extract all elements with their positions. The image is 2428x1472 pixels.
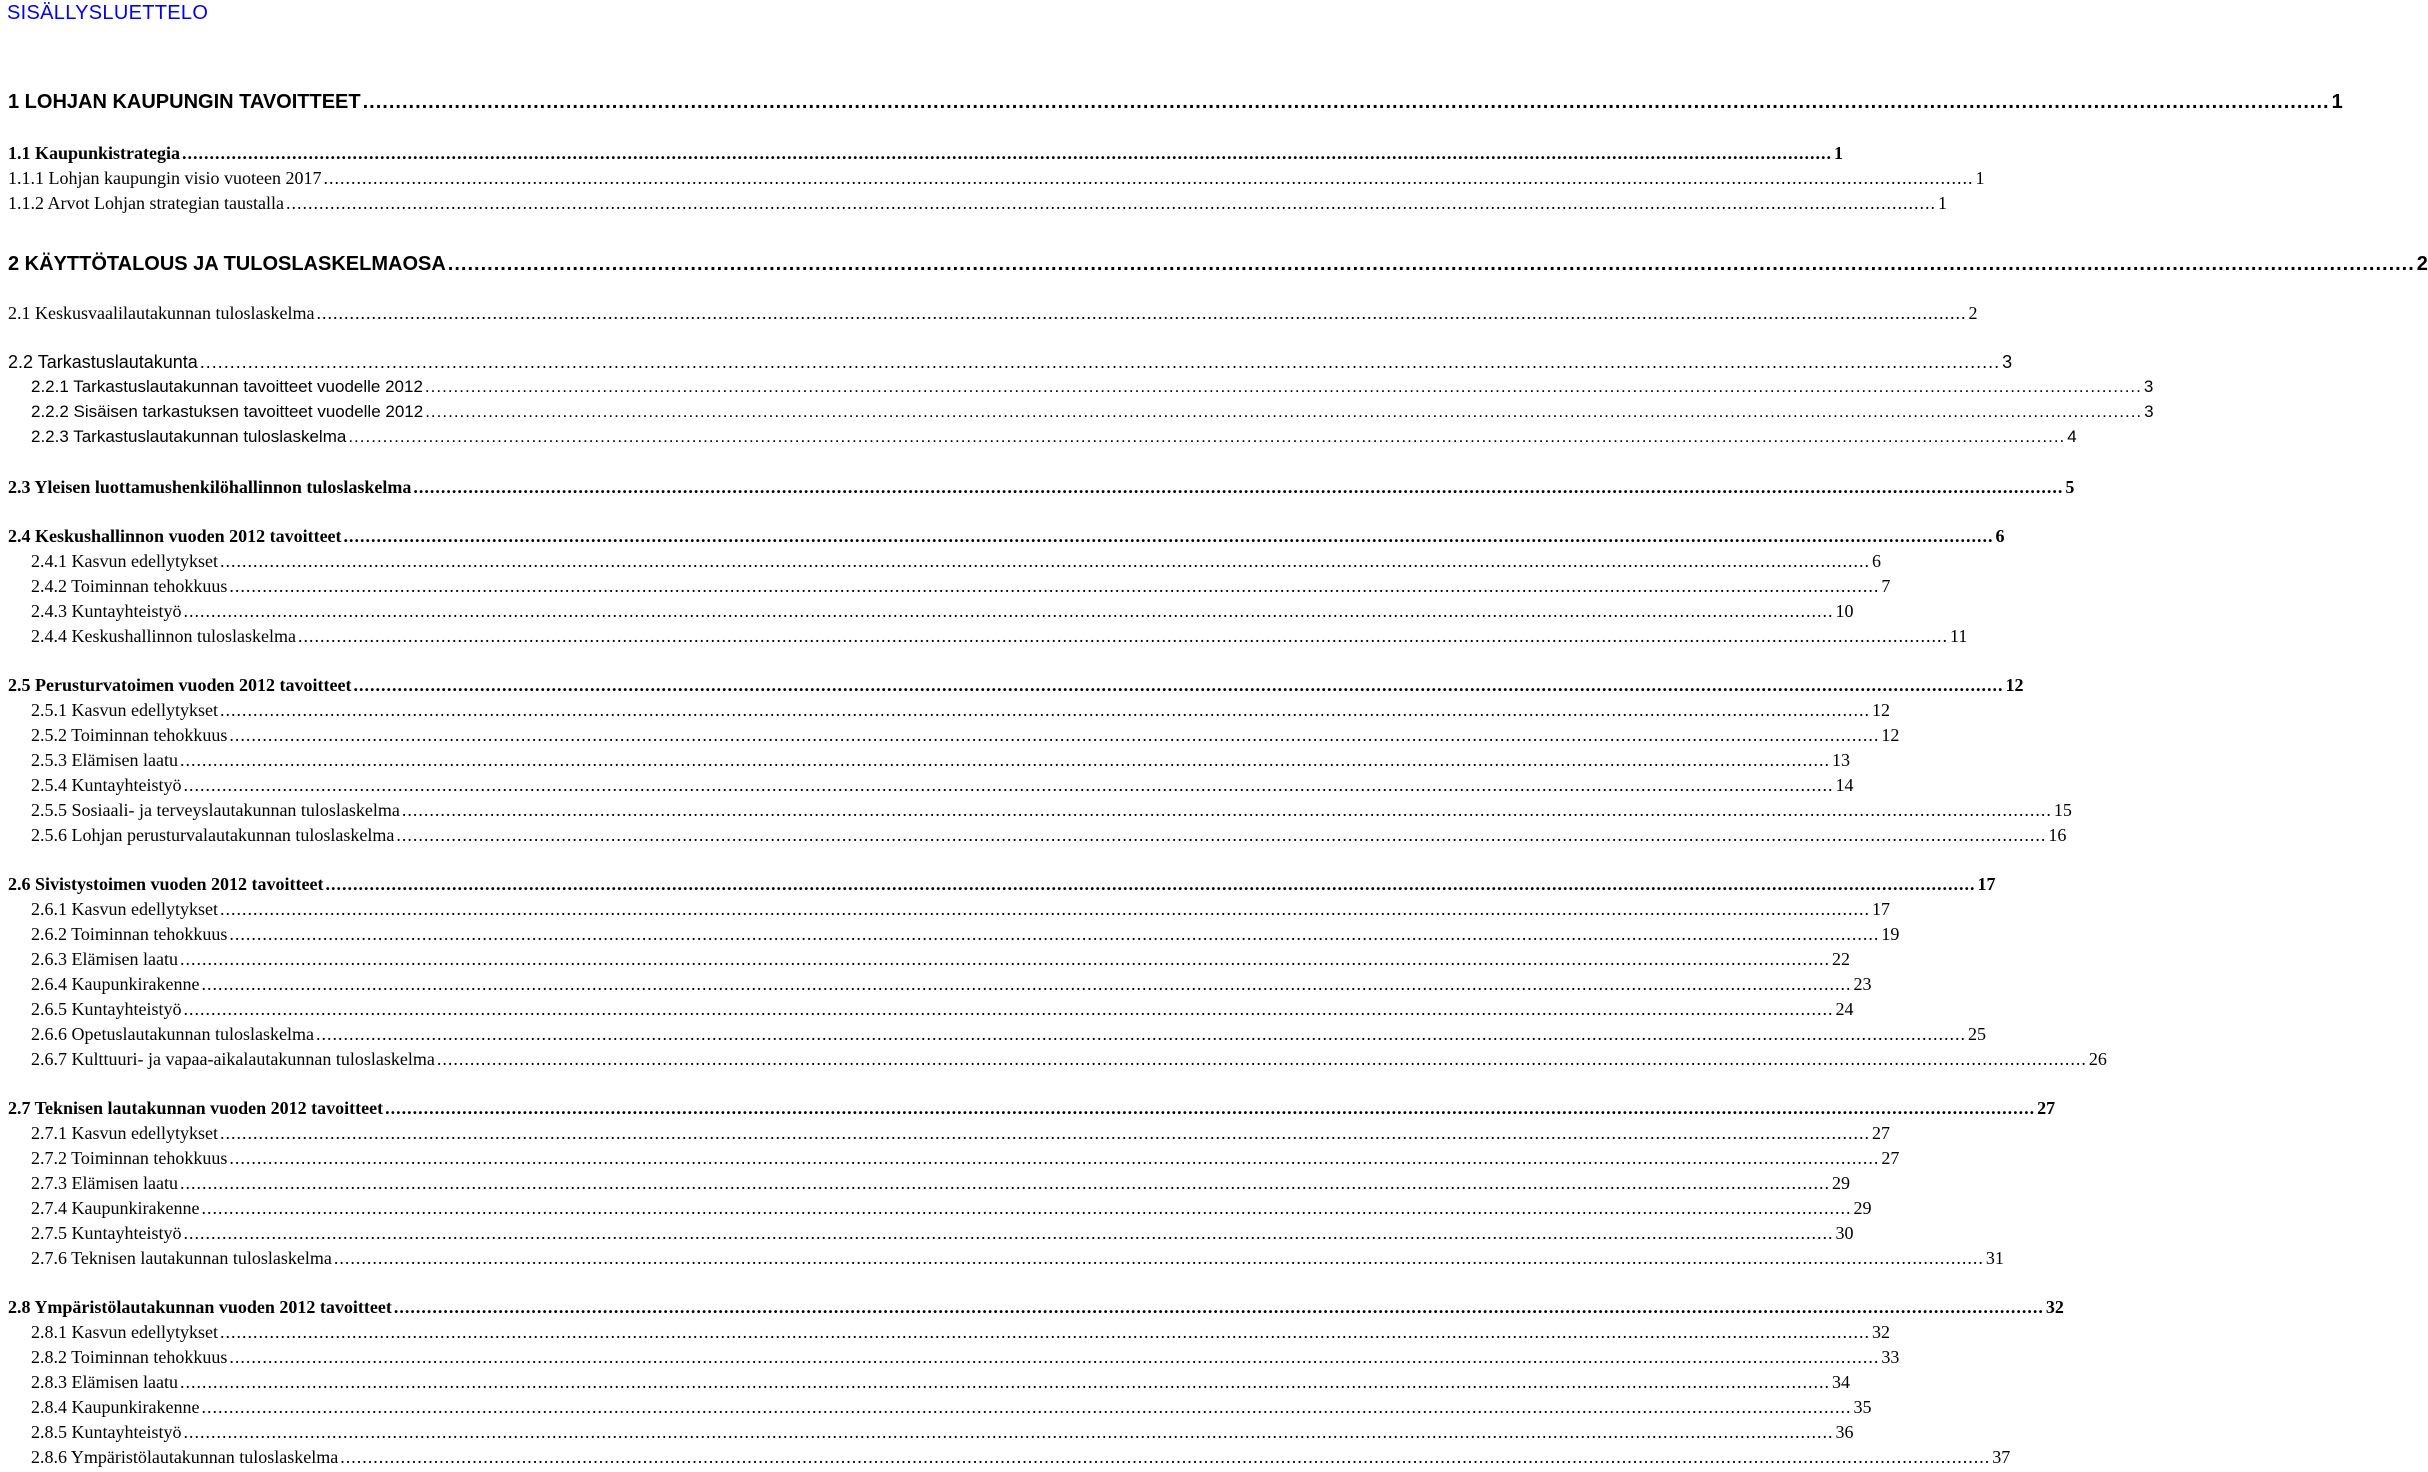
toc-entry-leader: ............................................................................................................................................................................................................................................................................................................	[183, 1223, 1834, 1243]
toc-entry-title: 2.8.2 Toiminnan tehokkuus	[31, 1347, 228, 1367]
toc-entry-leader: ............................................................................................................................................................................................................................................................................................................	[183, 775, 1834, 795]
toc-entry-leader: ............................................................................................................................................................................................................................................................................................................	[182, 143, 1833, 163]
toc-entry-leader: ............................................................................................................................................................................................................................................................................................................	[219, 1322, 1870, 1342]
toc-entry-leader: ............................................................................................................................................................................................................................................................................................................	[219, 551, 1870, 571]
toc-entry-title: 2.2.2 Sisäisen tarkastuksen tavoitteet vuodelle 2012	[31, 402, 424, 421]
toc-entry-page: 1	[2331, 91, 2343, 113]
toc-entry-leader: ............................................................................................................................................................................................................................................................................................................	[183, 601, 1834, 621]
toc-entry[interactable]	[31, 1447, 2011, 1468]
toc-entry-title: 2.5.5 Sosiaali- ja terveyslautakunnan tuloslaskelma	[31, 800, 400, 820]
toc-entry[interactable]	[31, 1223, 1854, 1244]
toc-entry-leader: ............................................................................................................................................................................................................................................................................................................	[219, 1123, 1870, 1143]
toc-entry-title: 2.5 Perusturvatoimen vuoden 2012 tavoitteet	[8, 675, 352, 695]
toc-entry-title: 1.1.1 Lohjan kaupungin visio vuoteen 2017	[8, 168, 322, 188]
toc-entry[interactable]	[31, 1322, 1890, 1343]
toc-entry-leader: ............................................................................................................................................................................................................................................................................................................	[201, 1397, 1852, 1417]
toc-entry-leader: ............................................................................................................................................................................................................................................................................................................	[353, 675, 2004, 695]
toc-entry[interactable]	[31, 576, 1891, 597]
toc-entry[interactable]	[31, 999, 1854, 1020]
toc-entry[interactable]	[8, 477, 2075, 498]
toc-entry-leader: ............................................................................................................................................................................................................................................................................................................	[343, 526, 1994, 546]
toc-entry-title: 2.8 Ympäristölautakunnan vuoden 2012 tavoitteet	[8, 1297, 392, 1317]
toc-entry-page: 27	[2037, 1098, 2056, 1118]
toc-entry[interactable]	[8, 193, 1947, 214]
toc-entry[interactable]	[31, 700, 1890, 721]
toc-entry[interactable]	[31, 601, 1854, 622]
toc-entry-page: 16	[2048, 825, 2067, 845]
toc-entry-page: 12	[2005, 675, 2024, 695]
toc-entry-page: 2	[2416, 253, 2428, 275]
toc-entry-page: 14	[1835, 775, 1854, 795]
toc-entry-title: 2.6.4 Kaupunkirakenne	[31, 974, 200, 994]
toc-entry[interactable]	[31, 626, 1968, 647]
toc-entry-leader: ............................................................................................................................................................................................................................................................................................................	[348, 427, 2066, 446]
toc-entry-title: 2.5.2 Toiminnan tehokkuus	[31, 725, 228, 745]
toc-entry-title: 2.8.1 Kasvun edellytykset	[31, 1322, 218, 1342]
toc-entry-title: 2.6.5 Kuntayhteistyö	[31, 999, 182, 1019]
toc-entry[interactable]	[8, 143, 1844, 164]
toc-entry-page: 29	[1853, 1198, 1872, 1218]
toc-entry-page: 33	[1881, 1347, 1900, 1367]
toc-entry-title: 1.1 Kaupunkistrategia	[8, 143, 181, 163]
toc-entry-leader: ............................................................................................................................................................................................................................................................................................................	[315, 1024, 1966, 1044]
toc-entry-leader: ............................................................................................................................................................................................................................................................................................................	[229, 1347, 1880, 1367]
toc-entry-page: 30	[1835, 1223, 1854, 1243]
toc-entry-title: 2.5.6 Lohjan perusturvalautakunnan tuloslaskelma	[31, 825, 395, 845]
toc-entry-page: 3	[2143, 377, 2154, 396]
toc-entry-leader: ............................................................................................................................................................................................................................................................................................................	[179, 949, 1830, 969]
toc-entry-leader: ............................................................................................................................................................................................................................................................................................................	[396, 825, 2047, 845]
toc-entry[interactable]	[31, 1248, 2004, 1269]
toc-entry-page: 3	[2002, 352, 2013, 372]
toc-entry[interactable]	[8, 168, 1985, 189]
toc-entry-title: 2.2 Tarkastuslautakunta	[8, 352, 198, 372]
toc-entry[interactable]	[31, 551, 1881, 572]
toc-entry-title: 2.8.5 Kuntayhteistyö	[31, 1422, 182, 1442]
toc-entry[interactable]	[31, 775, 1854, 796]
toc-entry-page: 36	[1835, 1422, 1854, 1442]
toc-entry-page: 32	[2045, 1297, 2064, 1317]
toc-entry-title: 2.6.1 Kasvun edellytykset	[31, 899, 218, 919]
toc-entry-title: 2.6.6 Opetuslautakunnan tuloslaskelma	[31, 1024, 314, 1044]
toc-entry-title: 2.2.3 Tarkastuslautakunnan tuloslaskelma	[31, 427, 347, 446]
toc-entry-title: 2.1 Keskusvaalilautakunnan tuloslaskelma	[8, 303, 315, 323]
toc-entry-page: 17	[1977, 874, 1996, 894]
toc-entry-page: 12	[1871, 700, 1890, 720]
toc-entry[interactable]	[31, 1422, 1854, 1443]
toc-entry-leader: ............................................................................................................................................................................................................................................................................................................	[179, 750, 1830, 770]
toc-entry[interactable]	[31, 1372, 1850, 1393]
toc-entry-title: 2.6 Sivistystoimen vuoden 2012 tavoitteet	[8, 874, 324, 894]
toc-entry-page: 13	[1831, 750, 1850, 770]
toc-entry[interactable]	[31, 1347, 1900, 1368]
toc-entry-title: 2.6.3 Elämisen laatu	[31, 949, 178, 969]
toc-entry[interactable]	[31, 750, 1850, 771]
toc-entry[interactable]	[31, 1049, 2107, 1070]
toc-entry-leader: ............................................................................................................................................................................................................................................................................................................	[297, 626, 1948, 646]
toc-entry[interactable]	[31, 377, 2154, 397]
toc-entry-page: 6	[1995, 526, 2005, 546]
toc-entry-leader: ............................................................................................................................................................................................................................................................................................................	[385, 1098, 2036, 1118]
toc-entry-leader: ............................................................................................................................................................................................................................................................................................................	[201, 1198, 1852, 1218]
toc-entry-title: 2.7.6 Teknisen lautakunnan tuloslaskelma	[31, 1248, 332, 1268]
toc-entry[interactable]	[8, 1297, 2064, 1318]
toc-entry-leader: ............................................................................................................................................................................................................................................................................................................	[199, 352, 2001, 372]
toc-entry-leader: ............................................................................................................................................................................................................................................................................................................	[179, 1372, 1830, 1392]
toc-entry[interactable]	[31, 1198, 1872, 1219]
toc-entry-leader: ............................................................................................................................................................................................................................................................................................................	[447, 253, 2415, 275]
toc-entry-leader: ............................................................................................................................................................................................................................................................................................................	[229, 924, 1880, 944]
toc-entry-leader: ............................................................................................................................................................................................................................................................................................................	[285, 193, 1936, 213]
toc-entry-leader: ............................................................................................................................................................................................................................................................................................................	[179, 1173, 1830, 1193]
toc-entry-leader: ............................................................................................................................................................................................................................................................................................................	[413, 477, 2064, 497]
toc-entry[interactable]	[31, 974, 1872, 995]
toc-entry-title: 2.8.4 Kaupunkirakenne	[31, 1397, 200, 1417]
toc-entry-page: 10	[1835, 601, 1854, 621]
toc-entry-title: 2.7.4 Kaupunkirakenne	[31, 1198, 200, 1218]
toc-entry[interactable]	[8, 526, 2005, 547]
toc-entry-leader: ............................................................................................................................................................................................................................................................................................................	[219, 700, 1870, 720]
toc-entry-leader: ............................................................................................................................................................................................................................................................................................................	[362, 91, 2330, 113]
toc-entry-page: 15	[2053, 800, 2072, 820]
toc-entry[interactable]	[31, 899, 1890, 920]
toc-entry[interactable]	[31, 725, 1900, 746]
toc-entry-leader: ............................................................................................................................................................................................................................................................................................................	[325, 874, 1976, 894]
toc-entry-page: 34	[1831, 1372, 1850, 1392]
toc-heading: SISÄLLYSLUETTELO	[7, 2, 209, 24]
toc-entry-leader: ............................................................................................................................................................................................................................................................................................................	[229, 576, 1880, 596]
toc-entry-title: 2.4.4 Keskushallinnon tuloslaskelma	[31, 626, 296, 646]
toc-entry[interactable]	[31, 402, 2154, 422]
toc-entry-page: 1	[1834, 143, 1844, 163]
toc-entry-leader: ............................................................................................................................................................................................................................................................................................................	[333, 1248, 1984, 1268]
toc-entry-page: 31	[1985, 1248, 2004, 1268]
toc-entry-title: 2.5.1 Kasvun edellytykset	[31, 700, 218, 720]
toc-entry-page: 29	[1831, 1173, 1850, 1193]
toc-entry[interactable]	[8, 91, 2343, 114]
toc-entry-leader: ............................................................................................................................................................................................................................................................................................................	[393, 1297, 2044, 1317]
toc-entry-page: 7	[1881, 576, 1891, 596]
toc-entry-title: 2.7.3 Elämisen laatu	[31, 1173, 178, 1193]
toc-entry-page: 6	[1871, 551, 1881, 571]
toc-entry-page: 12	[1881, 725, 1900, 745]
toc-entry-leader: ............................................................................................................................................................................................................................................................................................................	[219, 899, 1870, 919]
toc-entry-title: 2.4 Keskushallinnon vuoden 2012 tavoitteet	[8, 526, 342, 546]
toc-entry-title: 2.8.3 Elämisen laatu	[31, 1372, 178, 1392]
toc-entry-page: 22	[1831, 949, 1850, 969]
toc-entry-page: 25	[1967, 1024, 1986, 1044]
toc-entry-title: 2 KÄYTTÖTALOUS JA TULOSLASKELMAOSA	[8, 253, 446, 275]
toc-entry-page: 5	[2065, 477, 2075, 497]
toc-entry-title: 2.7.1 Kasvun edellytykset	[31, 1123, 218, 1143]
toc-entry-page: 35	[1853, 1397, 1872, 1417]
toc-entry-page: 17	[1871, 899, 1890, 919]
toc-entry-title: 2.5.4 Kuntayhteistyö	[31, 775, 182, 795]
toc-entry-page: 27	[1881, 1148, 1900, 1168]
toc-entry-leader: ............................................................................................................................................................................................................................................................................................................	[201, 974, 1852, 994]
toc-entry[interactable]	[31, 800, 2072, 821]
toc-entry[interactable]	[8, 303, 1978, 324]
toc-entry[interactable]	[8, 1098, 2056, 1119]
toc-entry[interactable]	[31, 825, 2067, 846]
toc-entry-title: 2.4.3 Kuntayhteistyö	[31, 601, 182, 621]
toc-entry[interactable]	[31, 1173, 1850, 1194]
toc-entry-leader: ............................................................................................................................................................................................................................................................................................................	[229, 725, 1880, 745]
toc-entry-title: 2.4.1 Kasvun edellytykset	[31, 551, 218, 571]
toc-entry[interactable]	[31, 1397, 1872, 1418]
toc-entry-page: 2	[1968, 303, 1978, 323]
toc-entry[interactable]	[8, 675, 2024, 696]
toc-entry-leader: ............................................................................................................................................................................................................................................................................................................	[401, 800, 2052, 820]
toc-entry[interactable]	[31, 427, 2077, 447]
toc-entry-page: 24	[1835, 999, 1854, 1019]
toc-entry-page: 19	[1881, 924, 1900, 944]
toc-entry-title: 2.2.1 Tarkastuslautakunnan tavoitteet vuodelle 2012	[31, 377, 423, 396]
toc-entry-leader: ............................................................................................................................................................................................................................................................................................................	[316, 303, 1967, 323]
toc-entry-leader: ............................................................................................................................................................................................................................................................................................................	[340, 1447, 1991, 1467]
toc-entry-title: 2.7 Teknisen lautakunnan vuoden 2012 tavoitteet	[8, 1098, 384, 1118]
toc-entry-title: 2.8.6 Ympäristölautakunnan tuloslaskelma	[31, 1447, 339, 1467]
toc-entry-page: 27	[1871, 1123, 1890, 1143]
toc-entry-leader: ............................................................................................................................................................................................................................................................................................................	[183, 999, 1834, 1019]
toc-entry-page: 3	[2144, 402, 2154, 421]
toc-entry-page: 32	[1871, 1322, 1890, 1342]
toc-entry-title: 1 LOHJAN KAUPUNGIN TAVOITTEET	[8, 91, 361, 113]
toc-entry-leader: ............................................................................................................................................................................................................................................................................................................	[183, 1422, 1834, 1442]
toc-entry-leader: ............................................................................................................................................................................................................................................................................................................	[425, 402, 2143, 421]
toc-entry[interactable]	[31, 1148, 1900, 1169]
toc-entry[interactable]	[8, 874, 1996, 895]
toc-entry-title: 2.5.3 Elämisen laatu	[31, 750, 178, 770]
toc-entry-leader: ............................................................................................................................................................................................................................................................................................................	[424, 377, 2142, 396]
toc-entry[interactable]	[31, 1123, 1890, 1144]
toc-entry-title: 2.3 Yleisen luottamushenkilöhallinnon tuloslaskelma	[8, 477, 412, 497]
toc-entry-title: 2.7.5 Kuntayhteistyö	[31, 1223, 182, 1243]
toc-entry-leader: ............................................................................................................................................................................................................................................................................................................	[436, 1049, 2087, 1069]
toc-entry-title: 2.6.7 Kulttuuri- ja vapaa-aikalautakunnan tuloslaskelma	[31, 1049, 435, 1069]
toc-entry[interactable]	[31, 924, 1900, 945]
toc-entry-page: 26	[2088, 1049, 2107, 1069]
toc-entry[interactable]	[8, 253, 2428, 276]
toc-entry-page: 1	[1975, 168, 1985, 188]
toc-entry[interactable]	[31, 949, 1850, 970]
toc-entry[interactable]	[31, 1024, 1986, 1045]
toc-entry-leader: ............................................................................................................................................................................................................................................................................................................	[229, 1148, 1880, 1168]
toc-entry-leader: ............................................................................................................................................................................................................................................................................................................	[323, 168, 1974, 188]
toc-entry-page: 4	[2067, 427, 2077, 446]
toc-entry-title: 2.4.2 Toiminnan tehokkuus	[31, 576, 228, 596]
toc-entry-page: 11	[1949, 626, 1968, 646]
toc-entry-page: 37	[1992, 1447, 2011, 1467]
toc-entry[interactable]	[8, 352, 2013, 373]
toc-entry-title: 2.6.2 Toiminnan tehokkuus	[31, 924, 228, 944]
toc-entry-title: 2.7.2 Toiminnan tehokkuus	[31, 1148, 228, 1168]
toc-entry-title: 1.1.2 Arvot Lohjan strategian taustalla	[8, 193, 284, 213]
toc-entry-page: 1	[1937, 193, 1947, 213]
toc-entry-page: 23	[1853, 974, 1872, 994]
